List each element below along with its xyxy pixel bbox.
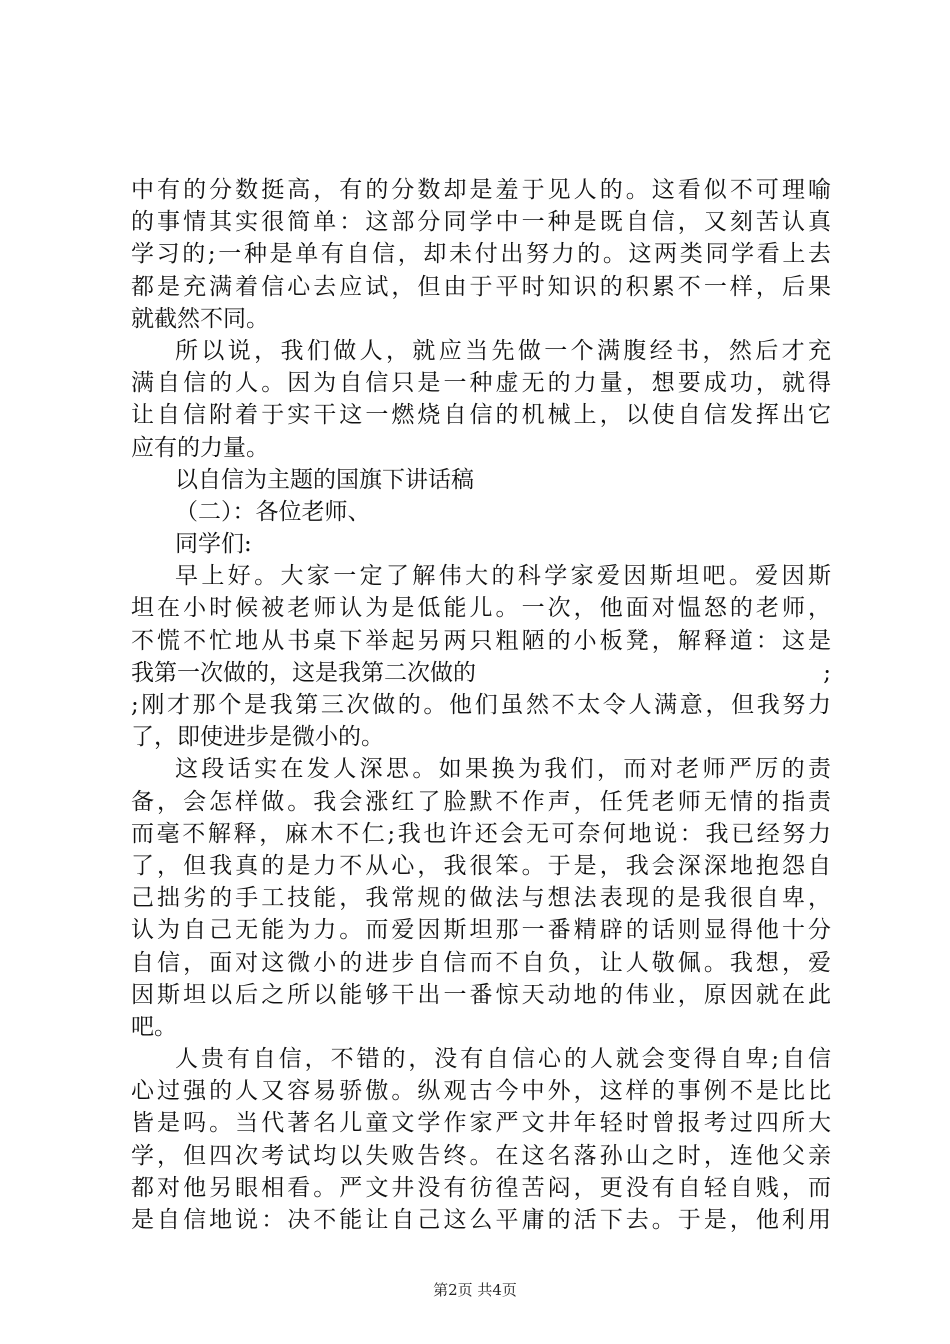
text-line: 应有的力量。: [131, 434, 269, 461]
text-line: 皆是吗。当代著名儿童文学作家严文井年轻时曾报考过四所大: [131, 1110, 831, 1137]
text-line: 都是充满着信心去应试，但由于平时知识的积累不一样，后果: [131, 273, 831, 300]
text-line: 早上好。大家一定了解伟大的科学家爱因斯坦吧。爱因斯: [175, 563, 831, 590]
text-line: （二）：各位老师、: [175, 498, 371, 525]
text-line: 了，但我真的是力不从心，我很笨。于是，我会深深地抱怨自: [131, 852, 831, 879]
text-line-tail: ;: [823, 659, 831, 686]
text-line: 满自信的人。因为自信只是一种虚无的力量，想要成功，就得: [131, 370, 831, 397]
text-line: 而毫不解释，麻木不仁;我也许还会无可奈何地说：我已经努力: [131, 820, 831, 847]
text-line: 人贵有自信，不错的，没有自信心的人就会变得自卑;自信: [175, 1046, 831, 1073]
text-line: 不慌不忙地从书桌下举起另两只粗陋的小板凳，解释道：这是: [131, 627, 831, 654]
text-line: 中有的分数挺高，有的分数却是羞于见人的。这看似不可理喻: [131, 177, 831, 203]
text-line: 自信，面对这微小的进步自信而不自负，让人敬佩。我想，爱: [131, 949, 831, 976]
text-line: 学习的;一种是单有自信，却未付出努力的。这两类同学看上去: [131, 241, 831, 268]
text-line: 吧。: [131, 1013, 177, 1040]
body-text: [131, 174, 831, 1236]
text-line: 让自信附着于实干这一燃烧自信的机械上，以使自信发挥出它: [131, 402, 831, 429]
text-line: 备，会怎样做。我会涨红了脸默不作声，任凭老师无情的指责: [131, 788, 831, 815]
text-line: 认为自己无能为力。而爱因斯坦那一番精辟的话则显得他十分: [131, 917, 831, 944]
text-line: 心过强的人又容易骄傲。纵观古今中外，这样的事例不是比比: [131, 1078, 831, 1105]
page-footer: 第2页 共4页: [433, 1281, 517, 1299]
text-line: 坦在小时候被老师认为是低能儿。一次，他面对愠怒的老师，: [131, 595, 831, 622]
text-line: 这段话实在发人深思。如果换为我们，而对老师严厉的责: [175, 756, 831, 783]
text-line: 所以说，我们做人，就应当先做一个满腹经书，然后才充: [175, 337, 831, 364]
text-line: ;刚才那个是我第三次做的。他们虽然不太令人满意，但我努力: [131, 692, 831, 718]
text-line: 己拙劣的手工技能，我常规的做法与想法表现的是我很自卑，: [131, 885, 831, 912]
text-line: 是自信地说：决不能让自己这么平庸的活下去。于是，他利用: [131, 1207, 831, 1233]
text-line: 以自信为主题的国旗下讲话稿: [175, 466, 474, 493]
text-line: 因斯坦以后之所以能够干出一番惊天动地的伟业，原因就在此: [131, 981, 831, 1008]
text-line: 的事情其实很简单：这部分同学中一种是既自信，又刻苦认真: [131, 209, 831, 236]
text-line-content: 我第一次做的，这是我第二次做的: [131, 659, 476, 686]
text-line: 同学们:: [175, 531, 252, 558]
text-line: [131, 657, 831, 689]
text-line: 学，但四次考试均以失败告终。在这名落孙山之时，连他父亲: [131, 1142, 831, 1169]
text-line: 都对他另眼相看。严文井没有彷徨苦闷，更没有自轻自贱，而: [131, 1174, 831, 1201]
text-line: 了，即使进步是微小的。: [131, 724, 384, 751]
text-line: 就截然不同。: [131, 305, 269, 332]
